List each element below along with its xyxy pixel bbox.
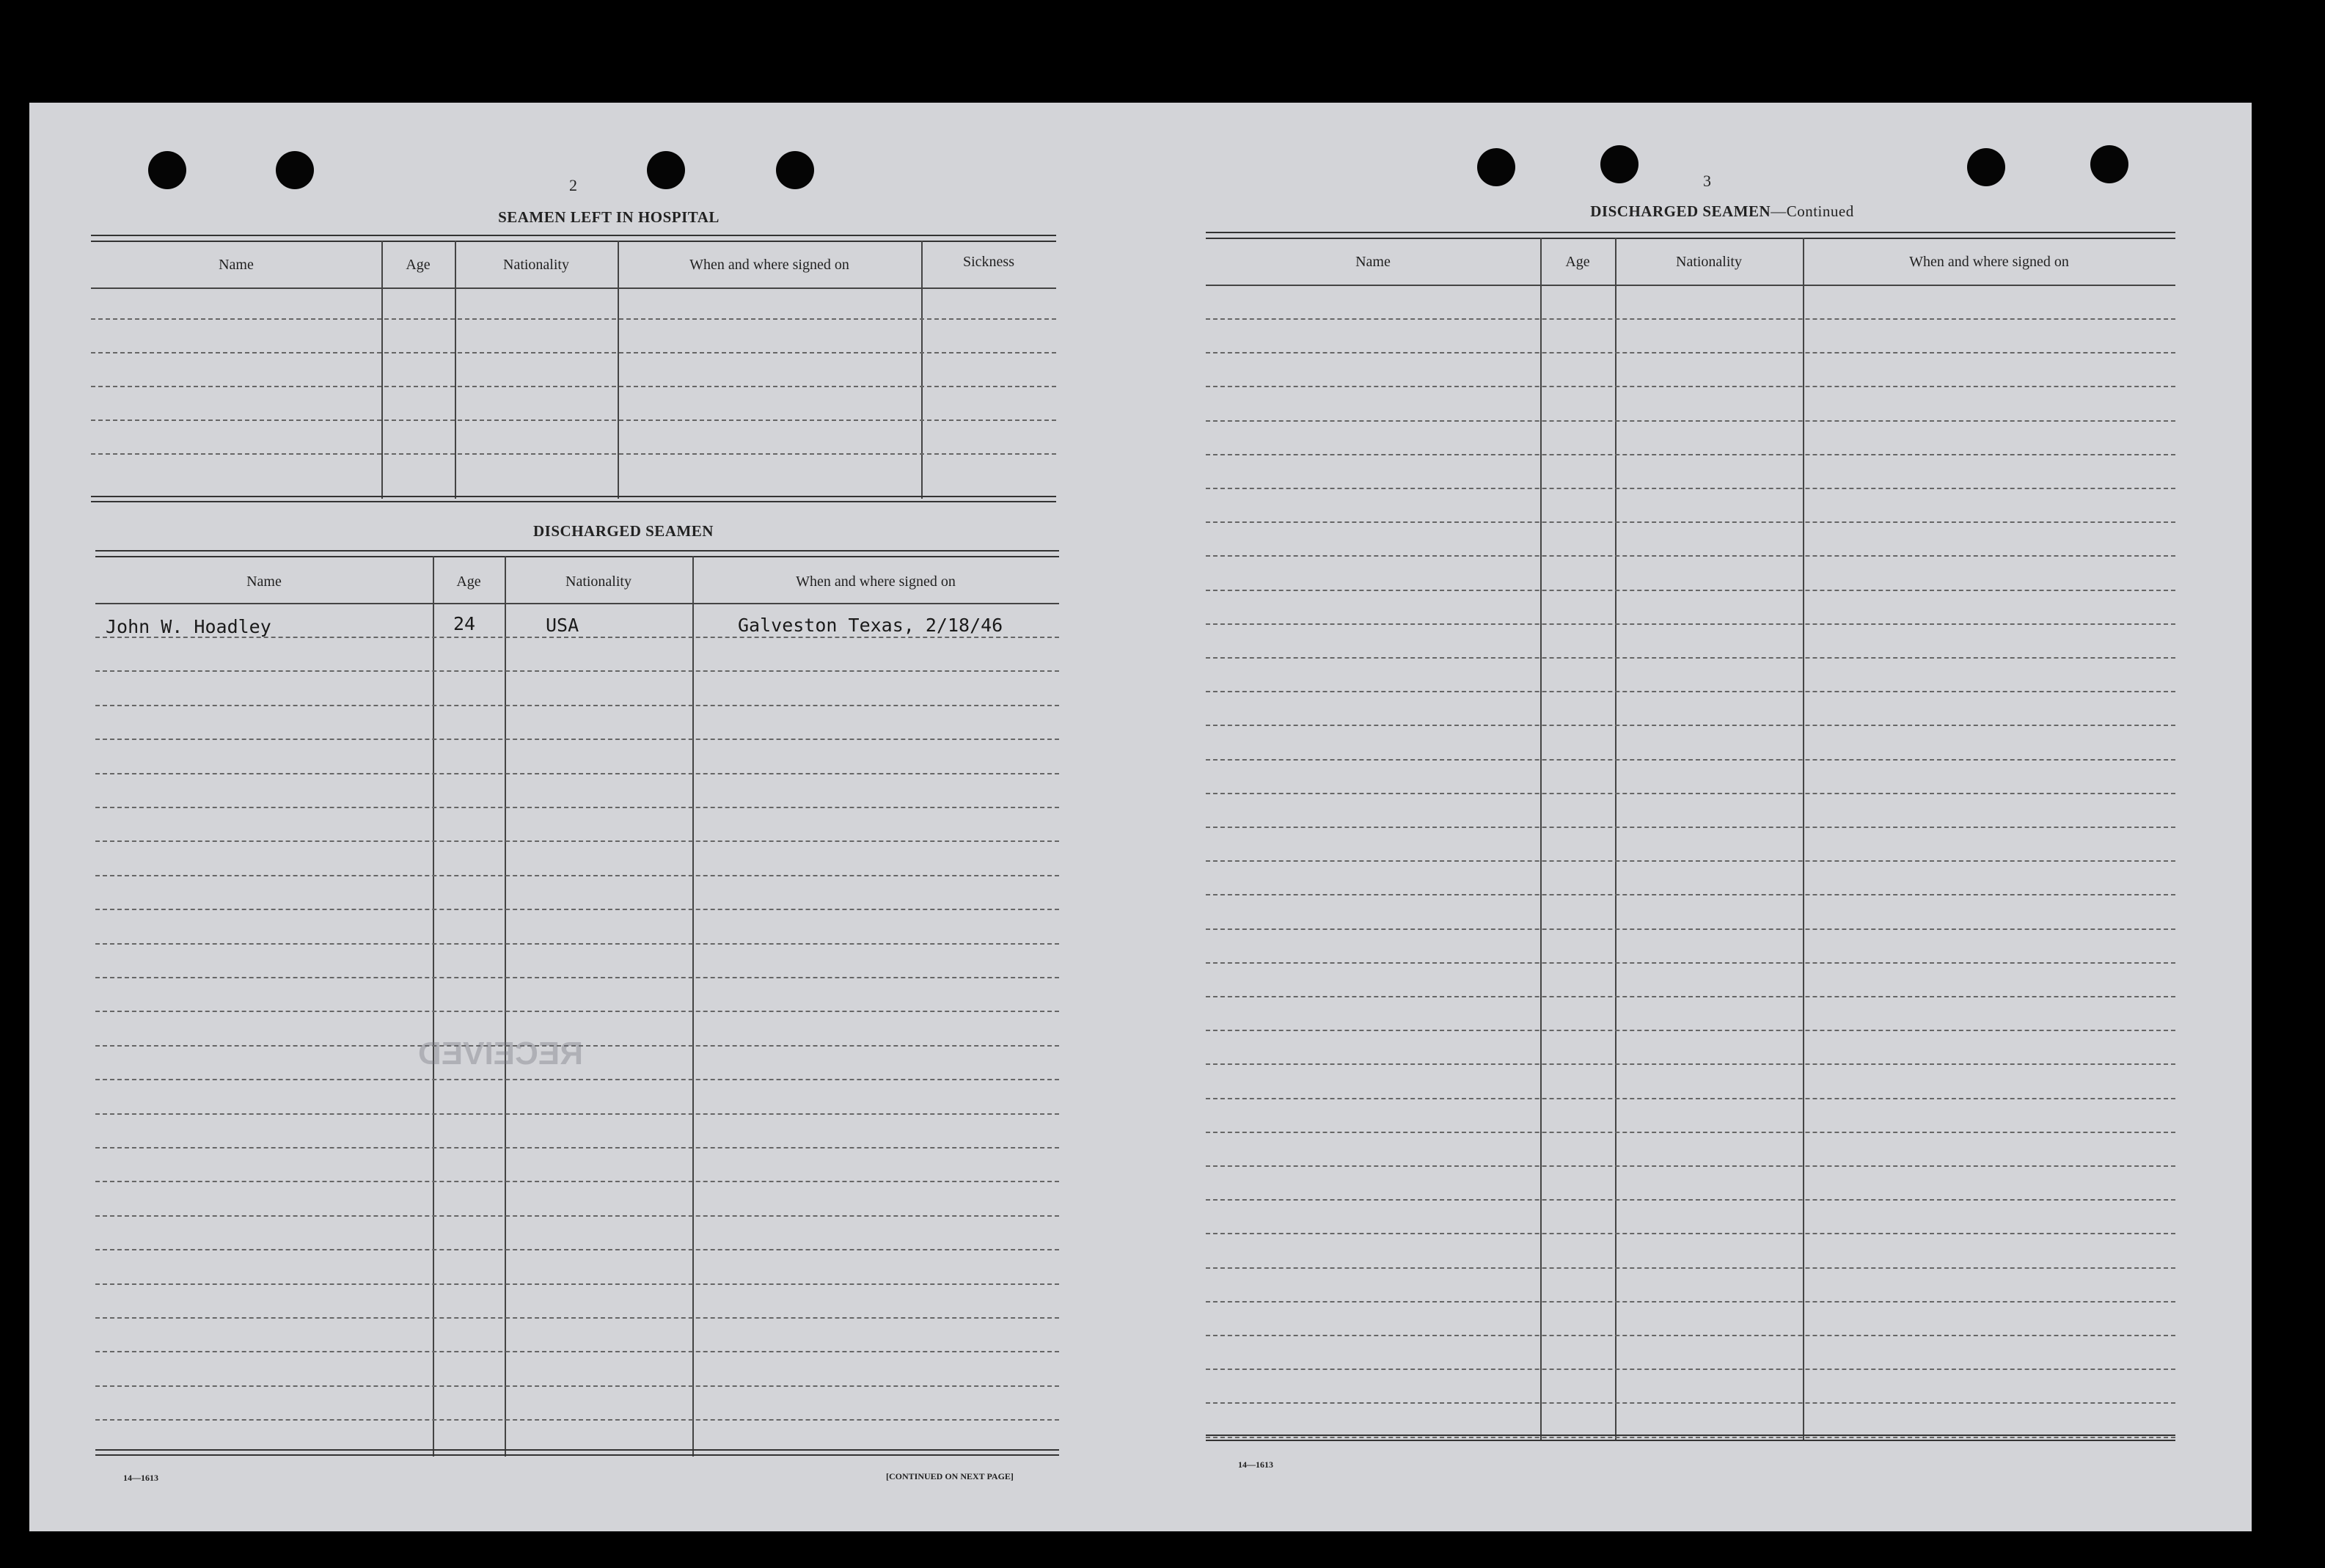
ruled-row-line (1206, 1165, 2175, 1167)
ruled-row-line (95, 1147, 1059, 1148)
ruled-row-line (91, 420, 1056, 421)
ruled-row-line (95, 1113, 1059, 1115)
ruled-row-line (1206, 1402, 2175, 1404)
left-page (29, 103, 1144, 1531)
ruled-row-line (1206, 725, 2175, 726)
ruled-row-line (1206, 1132, 2175, 1133)
col-header-signed-on: When and where signed on (689, 257, 849, 273)
punch-hole (776, 151, 814, 189)
title-suffix: —Continued (1771, 202, 1854, 220)
ruled-row-line (1206, 420, 2175, 422)
col-header-nationality: Nationality (1676, 254, 1742, 270)
column-divider (1615, 238, 1616, 1440)
discharged-section-title: DISCHARGED SEAMEN (533, 522, 714, 540)
ruled-row-line (1206, 928, 2175, 930)
ruled-row-line (95, 1317, 1059, 1319)
column-divider (455, 241, 456, 499)
column-divider (1803, 238, 1804, 1440)
page-number: 3 (1703, 172, 1711, 190)
ruled-row-line (1206, 691, 2175, 692)
ruled-row-line (1206, 793, 2175, 794)
ruled-row-line (95, 1215, 1059, 1217)
hospital-section-title: SEAMEN LEFT IN HOSPITAL (498, 208, 720, 226)
ruled-row-line (1206, 1369, 2175, 1370)
ruled-row-line (1206, 860, 2175, 862)
punch-hole (148, 151, 186, 189)
ruled-row-line (95, 840, 1059, 842)
ruled-row-line (95, 1283, 1059, 1285)
punch-hole (1967, 148, 2005, 186)
ruled-row-line (95, 739, 1059, 740)
ruled-row-line (1206, 962, 2175, 964)
header-rule (91, 287, 1056, 289)
ruled-row-line (1206, 894, 2175, 895)
continued-note: [CONTINUED ON NEXT PAGE] (886, 1471, 1014, 1481)
punch-hole (1600, 145, 1639, 183)
ruled-row-line (95, 773, 1059, 774)
ruled-row-line (95, 1079, 1059, 1080)
col-header-name: Name (246, 574, 282, 590)
col-header-nationality: Nationality (503, 257, 569, 273)
ruled-row-line (95, 1351, 1059, 1352)
title-main: DISCHARGED SEAMEN (1590, 202, 1771, 220)
col-header-nationality: Nationality (565, 574, 631, 590)
column-divider (1540, 238, 1542, 1440)
col-header-signed-on: When and where signed on (796, 574, 956, 590)
column-divider (618, 241, 619, 499)
received-stamp: RECEIVED (418, 1036, 583, 1071)
ruled-row-line (95, 1011, 1059, 1012)
discharged-continued-table (1206, 232, 2175, 1446)
ruled-row-line (1206, 488, 2175, 489)
ruled-row-line (1206, 521, 2175, 523)
ruled-row-line (1206, 555, 2175, 557)
ruled-row-line (1206, 1301, 2175, 1303)
header-rule (1206, 285, 2175, 286)
ruled-row-line (1206, 657, 2175, 659)
punch-hole (276, 151, 314, 189)
table-top-rule (95, 550, 1059, 557)
ruled-row-line (1206, 827, 2175, 828)
ruled-row-line (1206, 1199, 2175, 1201)
col-header-name: Name (1355, 254, 1391, 270)
ruled-row-line (91, 453, 1056, 455)
ruled-row-line (1206, 1335, 2175, 1336)
ruled-row-line (95, 807, 1059, 808)
col-header-age: Age (1565, 254, 1590, 270)
form-number: 14—1613 (123, 1473, 158, 1483)
row-1-signed-on: Galveston Texas, 2/18/46 (738, 615, 1003, 636)
ruled-row-line (1206, 386, 2175, 387)
form-number: 14—1613 (1238, 1459, 1273, 1470)
ruled-row-line (95, 670, 1059, 672)
table-bottom-rule (95, 1449, 1059, 1456)
row-1-age: 24 (453, 613, 476, 634)
header-rule (95, 603, 1059, 604)
column-divider (433, 556, 434, 1457)
ruled-row-line (95, 1249, 1059, 1250)
ruled-row-line (95, 909, 1059, 910)
ruled-row-line (91, 352, 1056, 353)
column-divider (692, 556, 694, 1457)
punch-hole (647, 151, 685, 189)
column-divider (505, 556, 506, 1457)
discharged-table (95, 550, 1059, 1462)
hospital-table (91, 235, 1056, 503)
row-1-nationality: USA (546, 615, 579, 636)
ruled-row-line (95, 943, 1059, 945)
ruled-row-line (95, 977, 1059, 978)
col-header-age: Age (406, 257, 431, 273)
table-top-rule (1206, 232, 2175, 239)
column-divider (921, 241, 923, 499)
row-1-name: John W. Hoadley (106, 616, 271, 637)
col-header-name: Name (219, 257, 254, 273)
ruled-row-line (1206, 590, 2175, 591)
ruled-row-line (91, 386, 1056, 387)
punch-hole (1477, 148, 1515, 186)
discharged-continued-title (1436, 202, 2008, 221)
column-divider (381, 241, 383, 499)
ruled-row-line (1206, 1063, 2175, 1065)
ruled-row-line (95, 875, 1059, 876)
right-page (1135, 103, 2252, 1531)
table-top-rule (91, 235, 1056, 242)
ruled-row-line (95, 1385, 1059, 1387)
ruled-row-line (95, 1181, 1059, 1182)
ruled-row-line (1206, 759, 2175, 761)
ruled-row-line (95, 1419, 1059, 1421)
col-header-age: Age (456, 574, 481, 590)
table-bottom-rule (91, 496, 1056, 502)
ruled-row-line (95, 705, 1059, 706)
ruled-row-line (1206, 454, 2175, 455)
ruled-row-line (1206, 1098, 2175, 1099)
ruled-row-line (1206, 318, 2175, 320)
ruled-row-line (95, 637, 1059, 638)
ruled-row-line (1206, 996, 2175, 997)
punch-hole (2090, 145, 2128, 183)
page-number: 2 (569, 176, 577, 194)
ruled-row-line (1206, 1437, 2175, 1438)
ruled-row-line (1206, 1267, 2175, 1269)
col-header-sickness: Sickness (963, 254, 1014, 270)
ruled-row-line (1206, 1030, 2175, 1031)
ruled-row-line (1206, 1233, 2175, 1234)
ruled-row-line (91, 318, 1056, 320)
ruled-row-line (1206, 623, 2175, 625)
ruled-row-line (1206, 352, 2175, 353)
col-header-signed-on: When and where signed on (1909, 254, 2069, 270)
